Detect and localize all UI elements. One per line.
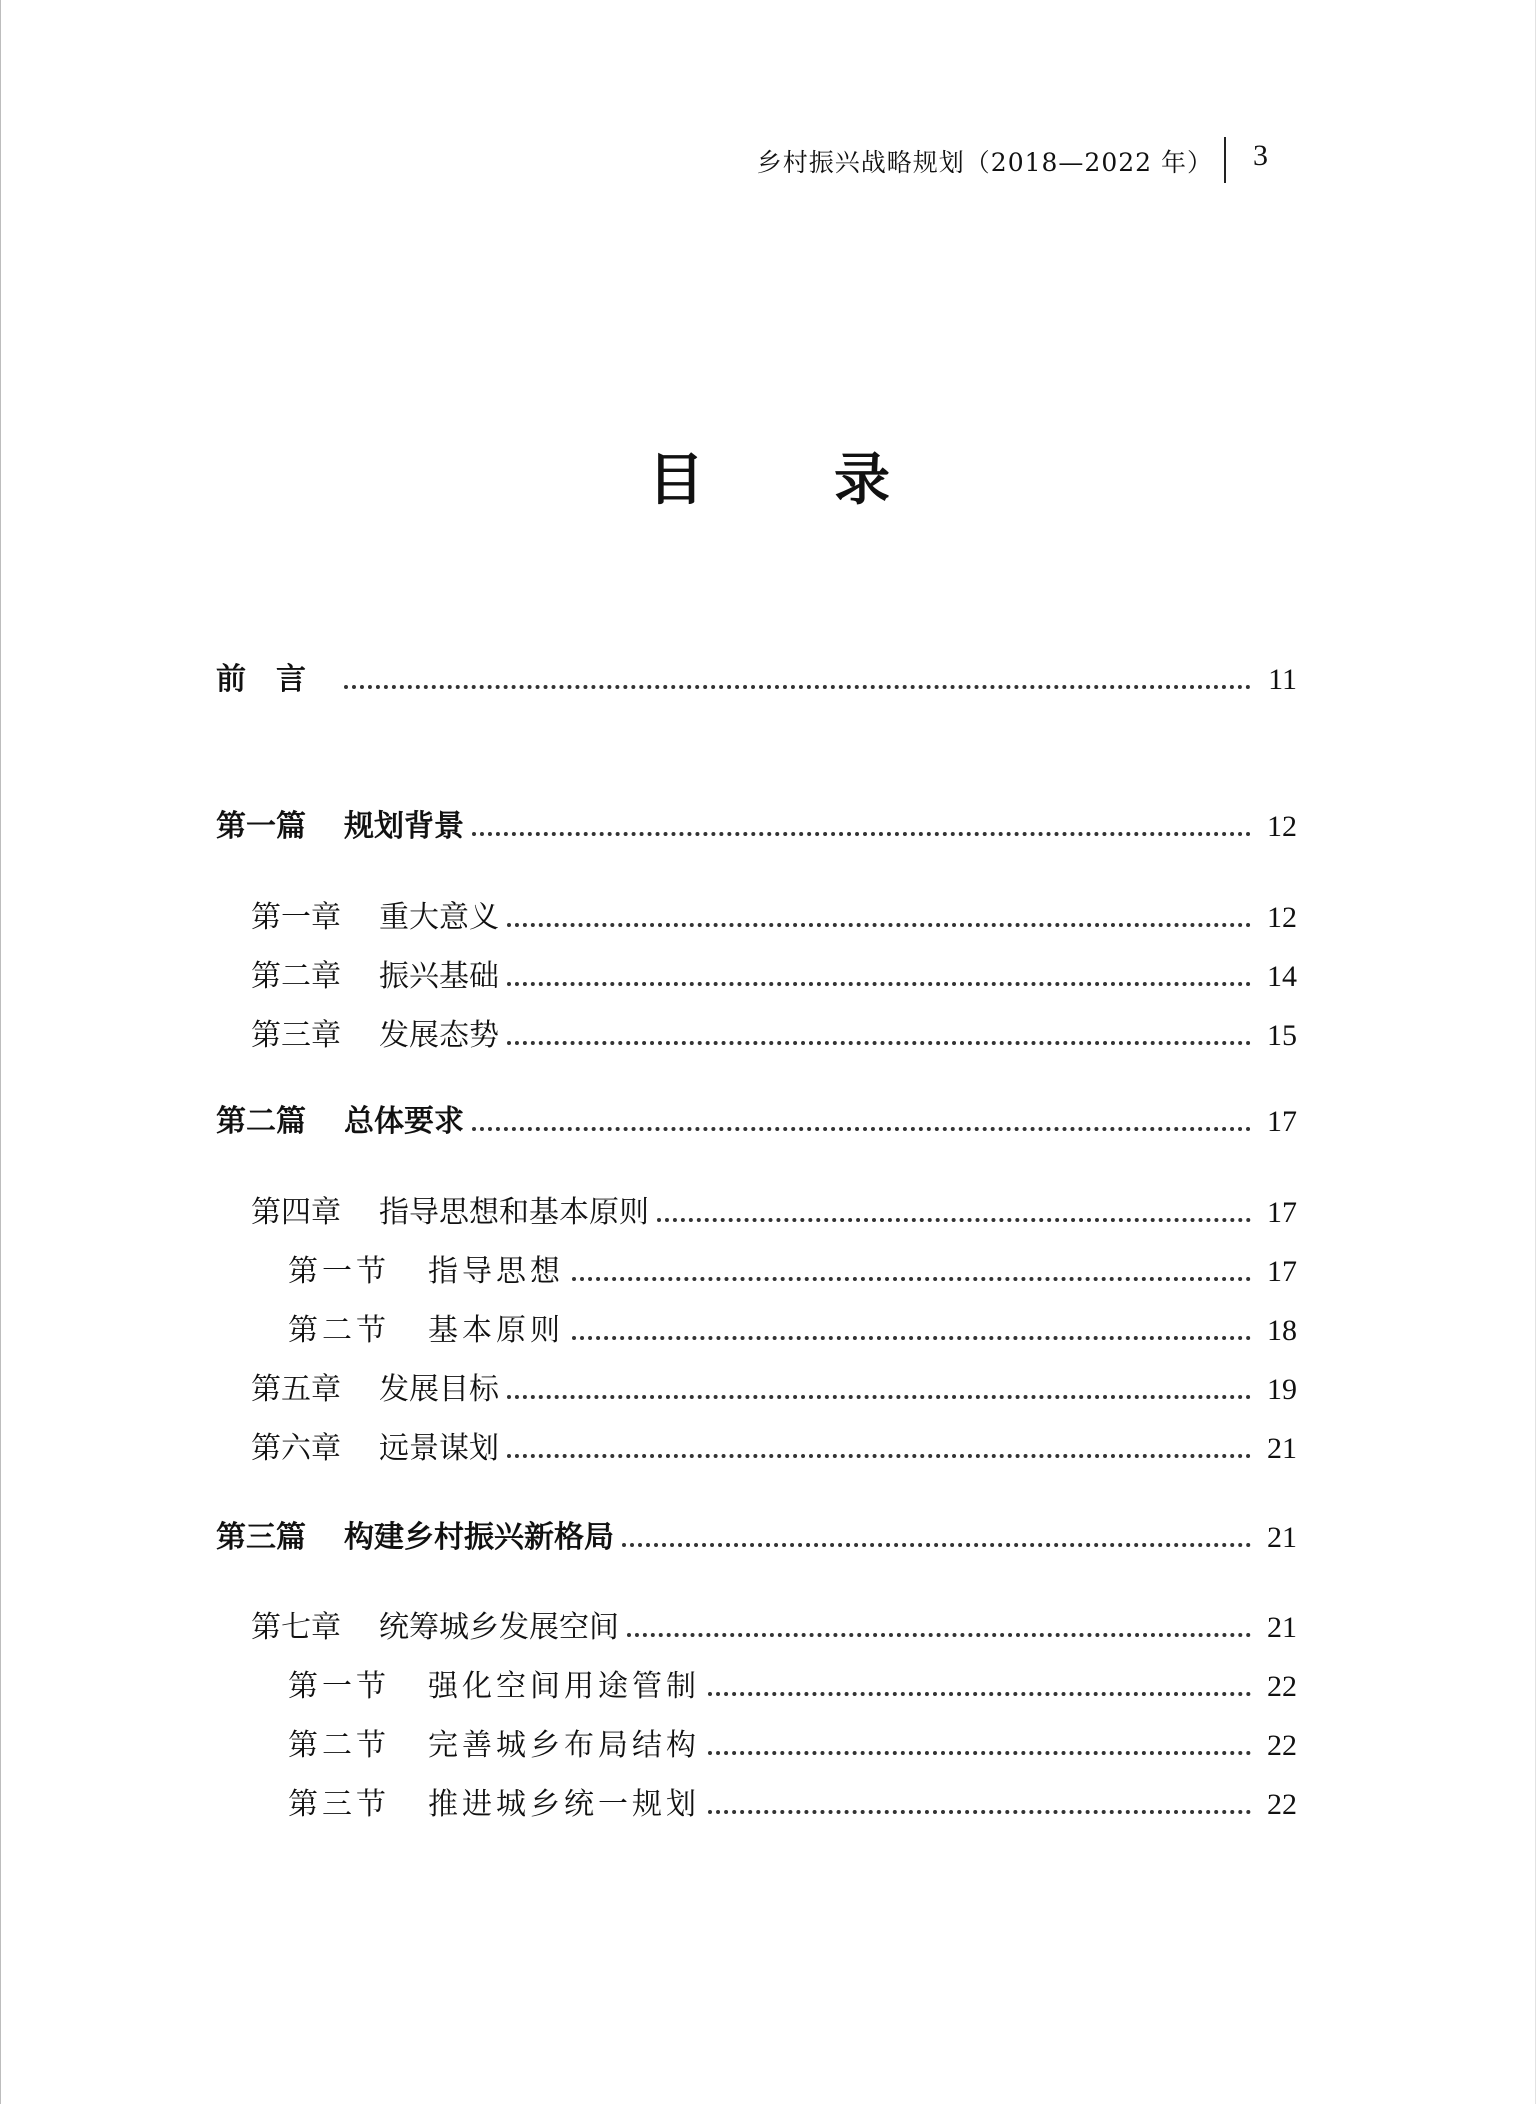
toc-entry-label: 第三章 发展态势: [251, 1018, 499, 1053]
leader-dots: [472, 1127, 1251, 1131]
toc-entry-section[interactable]: [288, 1720, 1297, 1764]
leader-dots: [472, 832, 1251, 836]
toc-entry-page: 19: [1267, 1373, 1297, 1406]
toc-entry-chapter[interactable]: [251, 1602, 1297, 1646]
page-number: 3: [1253, 139, 1268, 172]
toc-entry-page: 17: [1267, 1255, 1297, 1288]
toc-entry-page: 12: [1267, 901, 1297, 934]
toc-entry-label: 第一节 指导思想: [288, 1254, 564, 1289]
leader-dots: [657, 1218, 1251, 1222]
toc-entry-section[interactable]: [288, 1779, 1297, 1823]
toc-entry-label: 第六章 远景谋划: [251, 1431, 499, 1466]
toc-entry-part[interactable]: [216, 801, 1297, 845]
toc-entry-label: 第一篇 规划背景: [216, 809, 464, 844]
toc-entry-page: 22: [1267, 1729, 1297, 1762]
leader-dots: [708, 1810, 1251, 1814]
running-head-divider: [1224, 137, 1226, 183]
toc-entry-page: 14: [1267, 960, 1297, 993]
toc-entry-chapter[interactable]: [251, 1187, 1297, 1231]
toc-entry-label: 第二节 完善城乡布局结构: [288, 1728, 700, 1763]
toc-entry-label: 第三节 推进城乡统一规划: [288, 1787, 700, 1822]
toc-entry-section[interactable]: [288, 1661, 1297, 1705]
toc-entry-part[interactable]: [216, 1096, 1297, 1140]
toc-entry-part[interactable]: [216, 1512, 1297, 1556]
toc-entry-chapter[interactable]: [251, 1364, 1297, 1408]
toc-entry-page: 15: [1267, 1019, 1297, 1052]
toc-entry-page: 21: [1267, 1611, 1297, 1644]
leader-dots: [507, 982, 1251, 986]
toc-entry-label: 第五章 发展目标: [251, 1372, 499, 1407]
toc-entry-label: 第一节 强化空间用途管制: [288, 1669, 700, 1704]
toc-entry-label: 第二节 基本原则: [288, 1313, 564, 1348]
toc-entry-chapter[interactable]: [251, 1010, 1297, 1054]
toc-entry-chapter[interactable]: [251, 1423, 1297, 1467]
leader-dots: [344, 685, 1251, 689]
leader-dots: [708, 1751, 1251, 1755]
leader-dots: [572, 1336, 1251, 1340]
toc-entry-label: 第二篇 总体要求: [216, 1104, 464, 1139]
leader-dots: [627, 1633, 1251, 1637]
leader-dots: [572, 1277, 1251, 1281]
toc-entry-preface[interactable]: [216, 654, 1297, 698]
toc-entry-page: 22: [1267, 1670, 1297, 1703]
running-head-title: 乡村振兴战略规划（2018—2022 年）: [756, 148, 1213, 177]
toc-entry-page: 21: [1267, 1521, 1297, 1554]
toc-entry-label: 第七章 统筹城乡发展空间: [251, 1610, 619, 1645]
toc-entry-section[interactable]: [288, 1305, 1297, 1349]
toc-heading: 目录: [648, 448, 1020, 513]
toc-entry-page: 12: [1267, 810, 1297, 843]
leader-dots: [708, 1692, 1251, 1696]
leader-dots: [507, 1041, 1251, 1045]
toc-entry-page: 21: [1267, 1432, 1297, 1465]
toc-entry-label: 第三篇 构建乡村振兴新格局: [216, 1520, 614, 1555]
running-head: [701, 137, 1271, 183]
toc-entry-chapter[interactable]: [251, 951, 1297, 995]
toc-entry-label: 第二章 振兴基础: [251, 959, 499, 994]
leader-dots: [622, 1543, 1251, 1547]
toc-entry-page: 18: [1267, 1314, 1297, 1347]
toc-entry-chapter[interactable]: [251, 892, 1297, 936]
toc-entry-page: 17: [1267, 1105, 1297, 1138]
toc-entry-section[interactable]: [288, 1246, 1297, 1290]
toc-entry-page: 22: [1267, 1788, 1297, 1821]
toc-entry-label: 第一章 重大意义: [251, 900, 499, 935]
toc-entry-label: 前言: [216, 662, 336, 697]
toc-entry-label: 第四章 指导思想和基本原则: [251, 1195, 649, 1230]
toc-entry-page: 17: [1267, 1196, 1297, 1229]
toc-entry-page: 11: [1268, 663, 1297, 696]
leader-dots: [507, 923, 1251, 927]
leader-dots: [507, 1454, 1251, 1458]
leader-dots: [507, 1395, 1251, 1399]
